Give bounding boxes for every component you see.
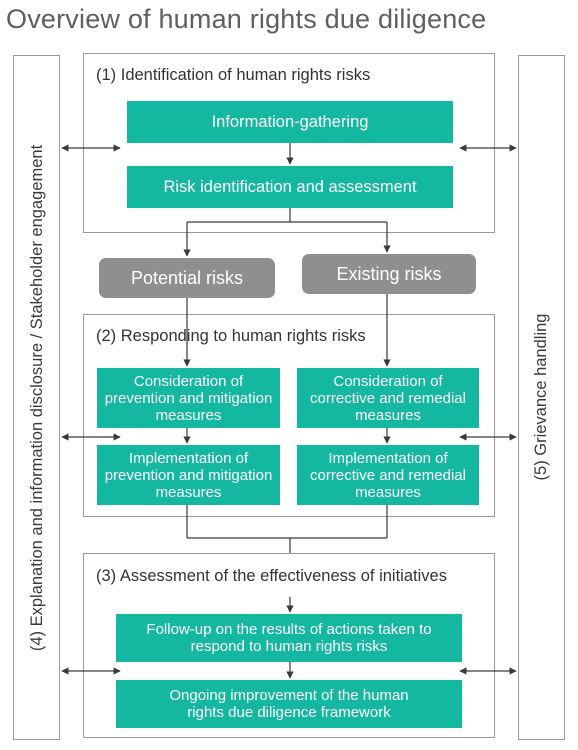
section-identification-heading: (1) Identification of human rights risks: [96, 66, 371, 84]
corrective-implementation-box: Implementation of corrective and remedial measures: [297, 445, 479, 505]
potential-risks-box: Potential risks: [99, 258, 275, 298]
follow-up-box: Follow-up on the results of actions taken to respond to human rights risks: [116, 614, 462, 662]
diagram-title: Overview of human rights due diligence: [6, 4, 487, 34]
existing-risks-box: Existing risks: [302, 254, 476, 294]
information-gathering-box: Information-gathering: [127, 101, 453, 143]
prevention-consideration-box: Consideration of prevention and mitigation measures: [97, 368, 280, 428]
prevention-implementation-box: Implementation of prevention and mitigation measures: [97, 445, 280, 505]
grievance-handling-label: (5) Grievance handling: [532, 313, 550, 481]
ongoing-improvement-box: Ongoing improvement of the human rights due diligence framework: [116, 680, 462, 728]
corrective-consideration-box: Consideration of corrective and remedial measures: [297, 368, 479, 428]
risk-identification-box: Risk identification and assessment: [127, 166, 453, 208]
section-responding-heading: (2) Responding to human rights risks: [96, 327, 366, 345]
section-assessment-heading: (3) Assessment of the effectiveness of initiatives: [96, 567, 447, 585]
stakeholder-engagement-label: (4) Explanation and information disclosure / Stakeholder engagement: [28, 144, 46, 652]
